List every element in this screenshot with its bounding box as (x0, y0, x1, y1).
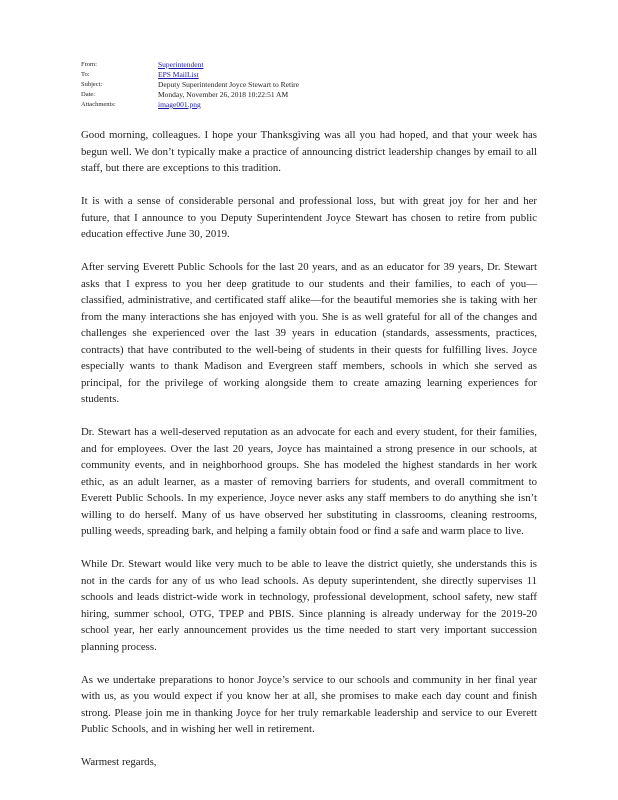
attachments-label: Attachments: (81, 101, 116, 108)
signoff: Warmest regards, (81, 756, 157, 768)
header-to-row (81, 70, 541, 80)
header-subject-row (81, 80, 541, 90)
to-link[interactable]: EPS MailList (158, 70, 199, 79)
paragraph-greeting: Good morning, colleagues. I hope your Thanksgiving was all you had hoped, and that your week has begun well. We don’t typically make a practice of announcing district leadership changes by email to all staff, but there are exceptions to this tradition. (81, 129, 537, 174)
email-header (81, 60, 541, 110)
header-attachments-row (81, 100, 541, 110)
subject-label: Subject: (81, 81, 103, 88)
to-label: To: (81, 71, 90, 78)
email-body (81, 127, 537, 787)
paragraph-reputation: Dr. Stewart has a well-deserved reputation as an advocate for each and every student, for their families, and for employees. Over the last 20 years, Joyce has maintained a strong presence in our schools, at community events, and in neighborhood groups. She has modeled the highest standards in her work ethic, as an adult learner, as a master of removing barriers for students, and overall commitment to Everett Public Schools. In my experience, Joyce never asks any staff members to do anything she isn’t willing to do herself. Many of us have observed her substituting in classrooms, cleaning restrooms, pulling weeds, spreading bark, and helping a family obtain food or find a safe and warm place to live. (81, 426, 537, 537)
date-label: Date: (81, 91, 96, 98)
date-value: Monday, November 26, 2018 10:22:51 AM (158, 90, 289, 99)
paragraph-gratitude: After serving Everett Public Schools for the last 20 years, and as an educator for 39 years, Dr. Stewart asks that I express to you her deep gratitude to our students and their families, to each of you—classified, administrative, and certificated staff alike—for the beautiful memories she is taking with her from the many interactions she has enjoyed with you. She is as well grateful for all of the changes and challenges she experienced over the last 39 years in education (standards, assessments, practices, contracts) that have contributed to the well-being of students in their quests for fulfilling lives. Joyce especially wants to thank Madison and Evergreen staff members, schools in which she served as principal, for the privilege of working alongside them to create amazing learning experiences for students. (81, 261, 537, 405)
from-label: From: (81, 61, 97, 68)
subject-value: Deputy Superintendent Joyce Stewart to Retire (158, 80, 300, 89)
attachment-link[interactable]: image001.png (158, 100, 201, 109)
from-link[interactable]: Superintendent (158, 60, 204, 69)
header-from-row (81, 60, 541, 70)
paragraph-succession: While Dr. Stewart would like very much to be able to leave the district quietly, she understands this is not in the cards for any of us who lead schools. As deputy superintendent, she directly supervises 11 schools and leads district-wide work in technology, professional development, school safety, new staff hiring, summer school, OTG, TPEP and PBIS. Since planning is already underway for the 2019-20 school year, her early announcement provides us the time needed to start very important succession planning process. (81, 558, 537, 653)
paragraph-announcement: It is with a sense of considerable personal and professional loss, but with great joy for her and her future, that I announce to you Deputy Superintendent Joyce Stewart has chosen to retire from public education effective June 30, 2019. (81, 195, 537, 240)
paragraph-closing: As we undertake preparations to honor Joyce’s service to our schools and community in her final year with us, as you would expect if you know her at all, she promises to make each day count and finish strong. Please join me in thanking Joyce for her truly remarkable leadership and service to our Everett Public Schools, and in wishing her well in retirement. (81, 673, 537, 735)
header-date-row (81, 90, 541, 100)
